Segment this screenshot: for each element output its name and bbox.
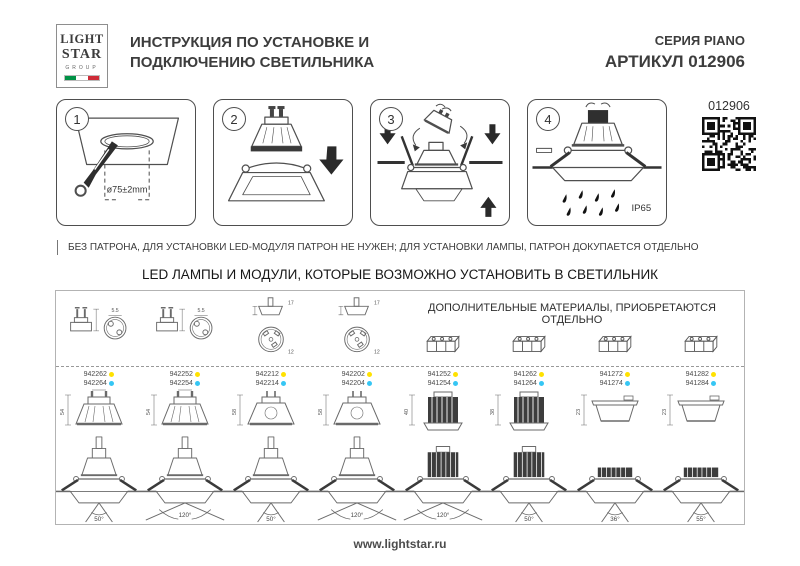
terminal-connector-icon	[489, 329, 569, 359]
lamp-height-label: 38	[490, 408, 496, 416]
dimension-label: 17	[288, 300, 294, 307]
terminal-connector-icon	[575, 329, 655, 359]
product-code: 942212	[255, 371, 279, 378]
logo-word: GROUP	[65, 65, 99, 71]
step-number: 4	[536, 107, 560, 131]
beam-angle-label: 120°	[178, 512, 192, 520]
flag-red	[88, 76, 99, 80]
connector-cell	[400, 321, 486, 367]
product-code: 941274	[599, 380, 623, 387]
lamp-drawing	[572, 389, 658, 433]
lamp-base-drawing	[58, 294, 140, 364]
warm-color-dot	[453, 372, 459, 378]
warm-color-dot	[109, 372, 115, 378]
lamp-drawing	[400, 389, 486, 433]
beam-angle-label: 50°	[94, 516, 104, 524]
beam-angle-label: 55°	[696, 516, 706, 524]
lamp-column-1	[56, 367, 142, 525]
cool-color-dot	[367, 381, 373, 387]
lamp-drawing	[142, 389, 228, 433]
lamp-drawing	[658, 389, 744, 433]
pin-spacing-label: 5.5	[197, 307, 205, 314]
qr-code	[698, 117, 760, 176]
website-url: www.lightstar.ru	[353, 537, 447, 551]
warm-color-dot	[539, 372, 545, 378]
gu10-lamp-icon	[251, 106, 302, 151]
product-code: 942262	[83, 371, 107, 378]
warm-color-dot	[625, 372, 631, 378]
module-base-drawing	[316, 294, 398, 364]
lamp-column-6	[486, 367, 572, 525]
cool-color-dot	[195, 381, 201, 387]
lamp-height-label: 23	[662, 408, 668, 416]
warm-color-dot	[281, 372, 287, 378]
lamp-height-label: 23	[576, 408, 582, 416]
product-code: 942214	[255, 380, 279, 387]
lamp-column-7	[572, 367, 658, 525]
connector-cell	[486, 321, 572, 367]
step-2-panel	[213, 99, 353, 226]
lamp-height-label: 54	[146, 408, 152, 416]
product-codes	[256, 370, 287, 388]
product-codes	[600, 370, 631, 388]
product-codes	[514, 370, 545, 388]
cool-color-dot	[109, 381, 115, 387]
lamp-column-5	[400, 367, 486, 525]
fixture-cross-section	[314, 433, 400, 525]
compatible-lamps-panel	[55, 290, 745, 525]
beam-angle-label: 50°	[524, 516, 534, 524]
rotating-lamp-icon	[424, 105, 457, 133]
lamp-column-3	[228, 367, 314, 525]
lamp-base-cell	[142, 291, 228, 367]
fixture-cross-section	[486, 433, 572, 525]
lamp-height-label: 54	[60, 408, 66, 416]
dimension-label: 12	[288, 349, 294, 356]
product-code: 942264	[83, 380, 107, 387]
pin-spacing-label: 5.5	[111, 307, 119, 314]
lamp-base-cell	[314, 291, 400, 367]
italian-flag-stripe	[64, 75, 100, 81]
cool-color-dot	[281, 381, 287, 387]
module-base-drawing	[230, 294, 312, 364]
product-code: 941262	[513, 371, 537, 378]
warm-color-dot	[711, 372, 717, 378]
warm-color-dot	[367, 372, 373, 378]
lamp-columns	[56, 367, 744, 524]
water-drops	[563, 189, 619, 216]
lamp-drawing	[314, 389, 400, 433]
lamp-height-label: 58	[318, 408, 324, 416]
dimension-label: 17	[374, 300, 380, 307]
product-code: 942204	[341, 380, 365, 387]
connector-cell	[572, 321, 658, 367]
step-4-panel	[527, 99, 667, 226]
cool-color-dot	[711, 381, 717, 387]
article-label: АРТИКУЛ 012906	[604, 52, 745, 71]
up-arrow-icon	[480, 197, 496, 217]
product-code: 941282	[685, 371, 709, 378]
lamp-drawing	[56, 389, 142, 433]
step-number: 1	[65, 107, 89, 131]
title-line: ПОДКЛЮЧЕНИЮ СВЕТИЛЬНИКА	[130, 54, 375, 71]
beam-angle-label: 50°	[266, 516, 276, 524]
flag-white	[76, 76, 87, 80]
product-code: 942202	[341, 371, 365, 378]
product-code: 941254	[427, 380, 451, 387]
product-codes	[170, 370, 201, 388]
title-line: ИНСТРУКЦИЯ ПО УСТАНОВКЕ И	[130, 34, 370, 51]
product-code: 941272	[599, 371, 623, 378]
flag-green	[65, 76, 76, 80]
lamp-height-label: 40	[404, 408, 410, 416]
terminal-connector-icon	[661, 329, 741, 359]
step-3-panel	[370, 99, 510, 226]
fixture-cross-section	[56, 433, 142, 525]
fixture-cross-section	[142, 433, 228, 525]
beam-angle-label: 120°	[436, 512, 450, 520]
step-number: 2	[222, 107, 246, 131]
product-code: 941264	[513, 380, 537, 387]
logo-word: STAR	[61, 47, 103, 62]
product-code: 942254	[169, 380, 193, 387]
product-code: 941252	[427, 371, 451, 378]
qr-article-label: 012906	[708, 99, 750, 113]
lamp-base-cell	[56, 291, 142, 367]
lamp-column-2	[142, 367, 228, 525]
panel-top-row	[56, 291, 744, 367]
lamp-base-cell	[228, 291, 314, 367]
product-codes	[686, 370, 717, 388]
beam-angle-label: 36°	[610, 516, 620, 524]
series-label: СЕРИЯ PIANO	[654, 33, 745, 48]
lamp-column-8	[658, 367, 744, 525]
section-title: LED ЛАМПЫ И МОДУЛИ, КОТОРЫЕ ВОЗМОЖНО УСТАНОВИТЬ В СВЕТИЛЬНИК	[141, 267, 659, 282]
dimension-label: 12	[374, 349, 380, 356]
cool-color-dot	[539, 381, 545, 387]
connector-cell	[658, 321, 744, 367]
cool-color-dot	[625, 381, 631, 387]
beam-angle-label: 120°	[350, 512, 364, 520]
installation-steps	[56, 99, 667, 226]
down-arrow-icon	[319, 146, 343, 174]
product-code: 942252	[169, 371, 193, 378]
qr-block	[698, 99, 760, 176]
extras-title: ДОПОЛНИТЕЛЬНЫЕ МАТЕРИАЛЫ, ПРИОБРЕТАЮТСЯ ОТДЕЛЬНО	[428, 302, 716, 326]
hole-diameter-label: ø75±2mm	[106, 184, 148, 195]
product-code: 941284	[685, 380, 709, 387]
lamp-height-label: 58	[232, 408, 238, 416]
lamp-drawing	[228, 389, 314, 433]
product-codes	[84, 370, 115, 388]
fixture-cross-section	[228, 433, 314, 525]
fixture-cross-section	[658, 433, 744, 525]
page-title	[130, 33, 374, 73]
down-arrow-icon	[484, 124, 500, 144]
fixture-cross-section	[572, 433, 658, 525]
terminal-connector-icon	[403, 329, 483, 359]
lamp-drawing	[486, 389, 572, 433]
series-block	[605, 33, 745, 72]
note-text: БЕЗ ПАТРОНА, ДЛЯ УСТАНОВКИ LED-МОДУЛЯ ПАТРОН НЕ НУЖЕН; ДЛЯ УСТАНОВКИ ЛАМПЫ, ПАТРОН ДОКУПАЕТСЯ ОТДЕЛЬНО	[57, 240, 748, 255]
fixture-cross-section	[400, 433, 486, 525]
product-codes	[342, 370, 373, 388]
ip65-label: IP65	[631, 202, 652, 214]
lightstar-logo	[56, 24, 108, 88]
lamp-column-4	[314, 367, 400, 525]
product-codes	[428, 370, 459, 388]
lamp-base-drawing	[144, 294, 226, 364]
logo-word: LIGHT	[60, 32, 104, 46]
step-1-panel	[56, 99, 196, 226]
warm-color-dot	[195, 372, 201, 378]
step-number: 3	[379, 107, 403, 131]
cool-color-dot	[453, 381, 459, 387]
